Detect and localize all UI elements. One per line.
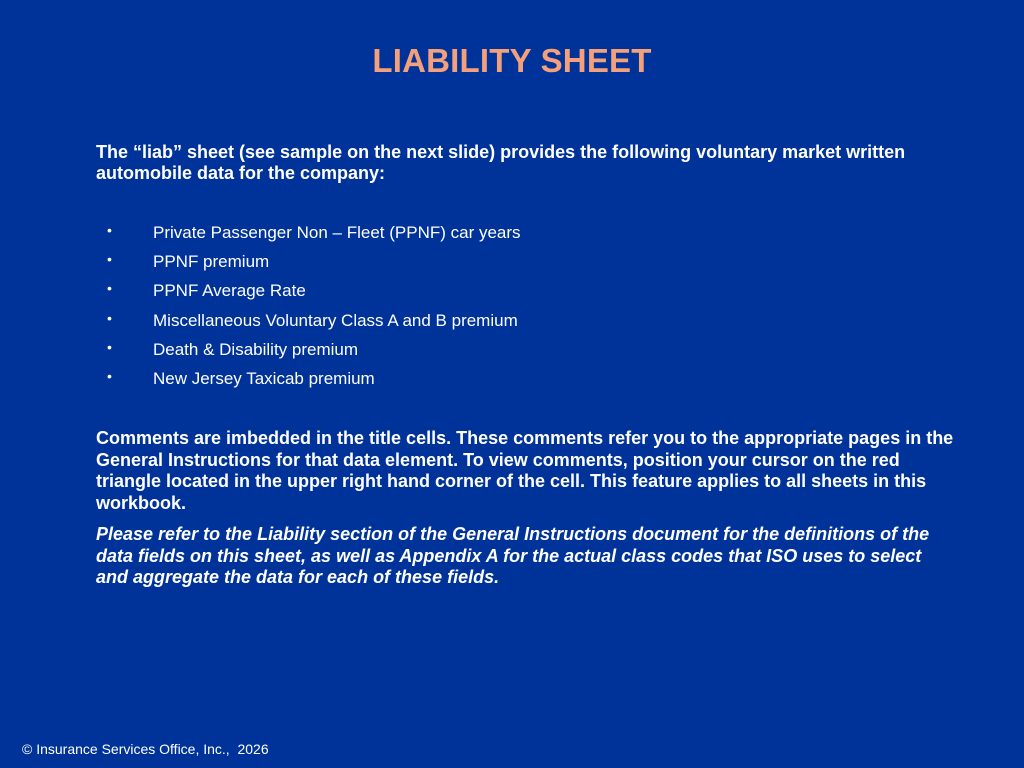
list-item-text: New Jersey Taxicab premium [153, 368, 375, 388]
reference-paragraph: Please refer to the Liability section of the General Instructions document for the definitions of the data fields on this sheet, as well as Appendix A for the actual class codes that ISO uses to select and aggregate the data for each of these fields. [96, 524, 930, 587]
slide-title: LIABILITY SHEET [372, 42, 652, 79]
bullet-icon: • [107, 309, 112, 326]
intro-paragraph: The “liab” sheet (see sample on the next slide) provides the following voluntary market written automobile data for the company: [96, 142, 906, 183]
copyright-footer: © Insurance Services Office, Inc., 2026 [22, 741, 269, 757]
bullet-icon: • [107, 367, 112, 384]
list-item-text: Miscellaneous Voluntary Class A and B premium [153, 310, 518, 330]
list-item [106, 222, 521, 251]
list-item-text: PPNF premium [153, 252, 270, 272]
list-item-text: PPNF Average Rate [153, 281, 306, 301]
list-item [106, 310, 521, 339]
bullet-icon: • [107, 280, 112, 297]
list-item [106, 339, 521, 368]
bullet-list [106, 222, 521, 397]
bullet-icon: • [107, 338, 112, 355]
bullet-icon: • [107, 251, 112, 268]
list-item-text: Private Passenger Non – Fleet (PPNF) car years [153, 223, 521, 242]
bullet-icon: • [107, 222, 112, 238]
list-item-text: Death & Disability premium [153, 339, 359, 359]
list-item [106, 280, 521, 309]
comments-paragraph: Comments are imbedded in the title cells. These comments refer you to the appropriate pages in the General Instructions for that data element. To view comments, position your cursor on the red triangle located in the upper right hand corner of the cell. This feature applies to all sheets in this workbook. [96, 428, 954, 513]
list-item [106, 368, 521, 397]
list-item [106, 251, 521, 280]
